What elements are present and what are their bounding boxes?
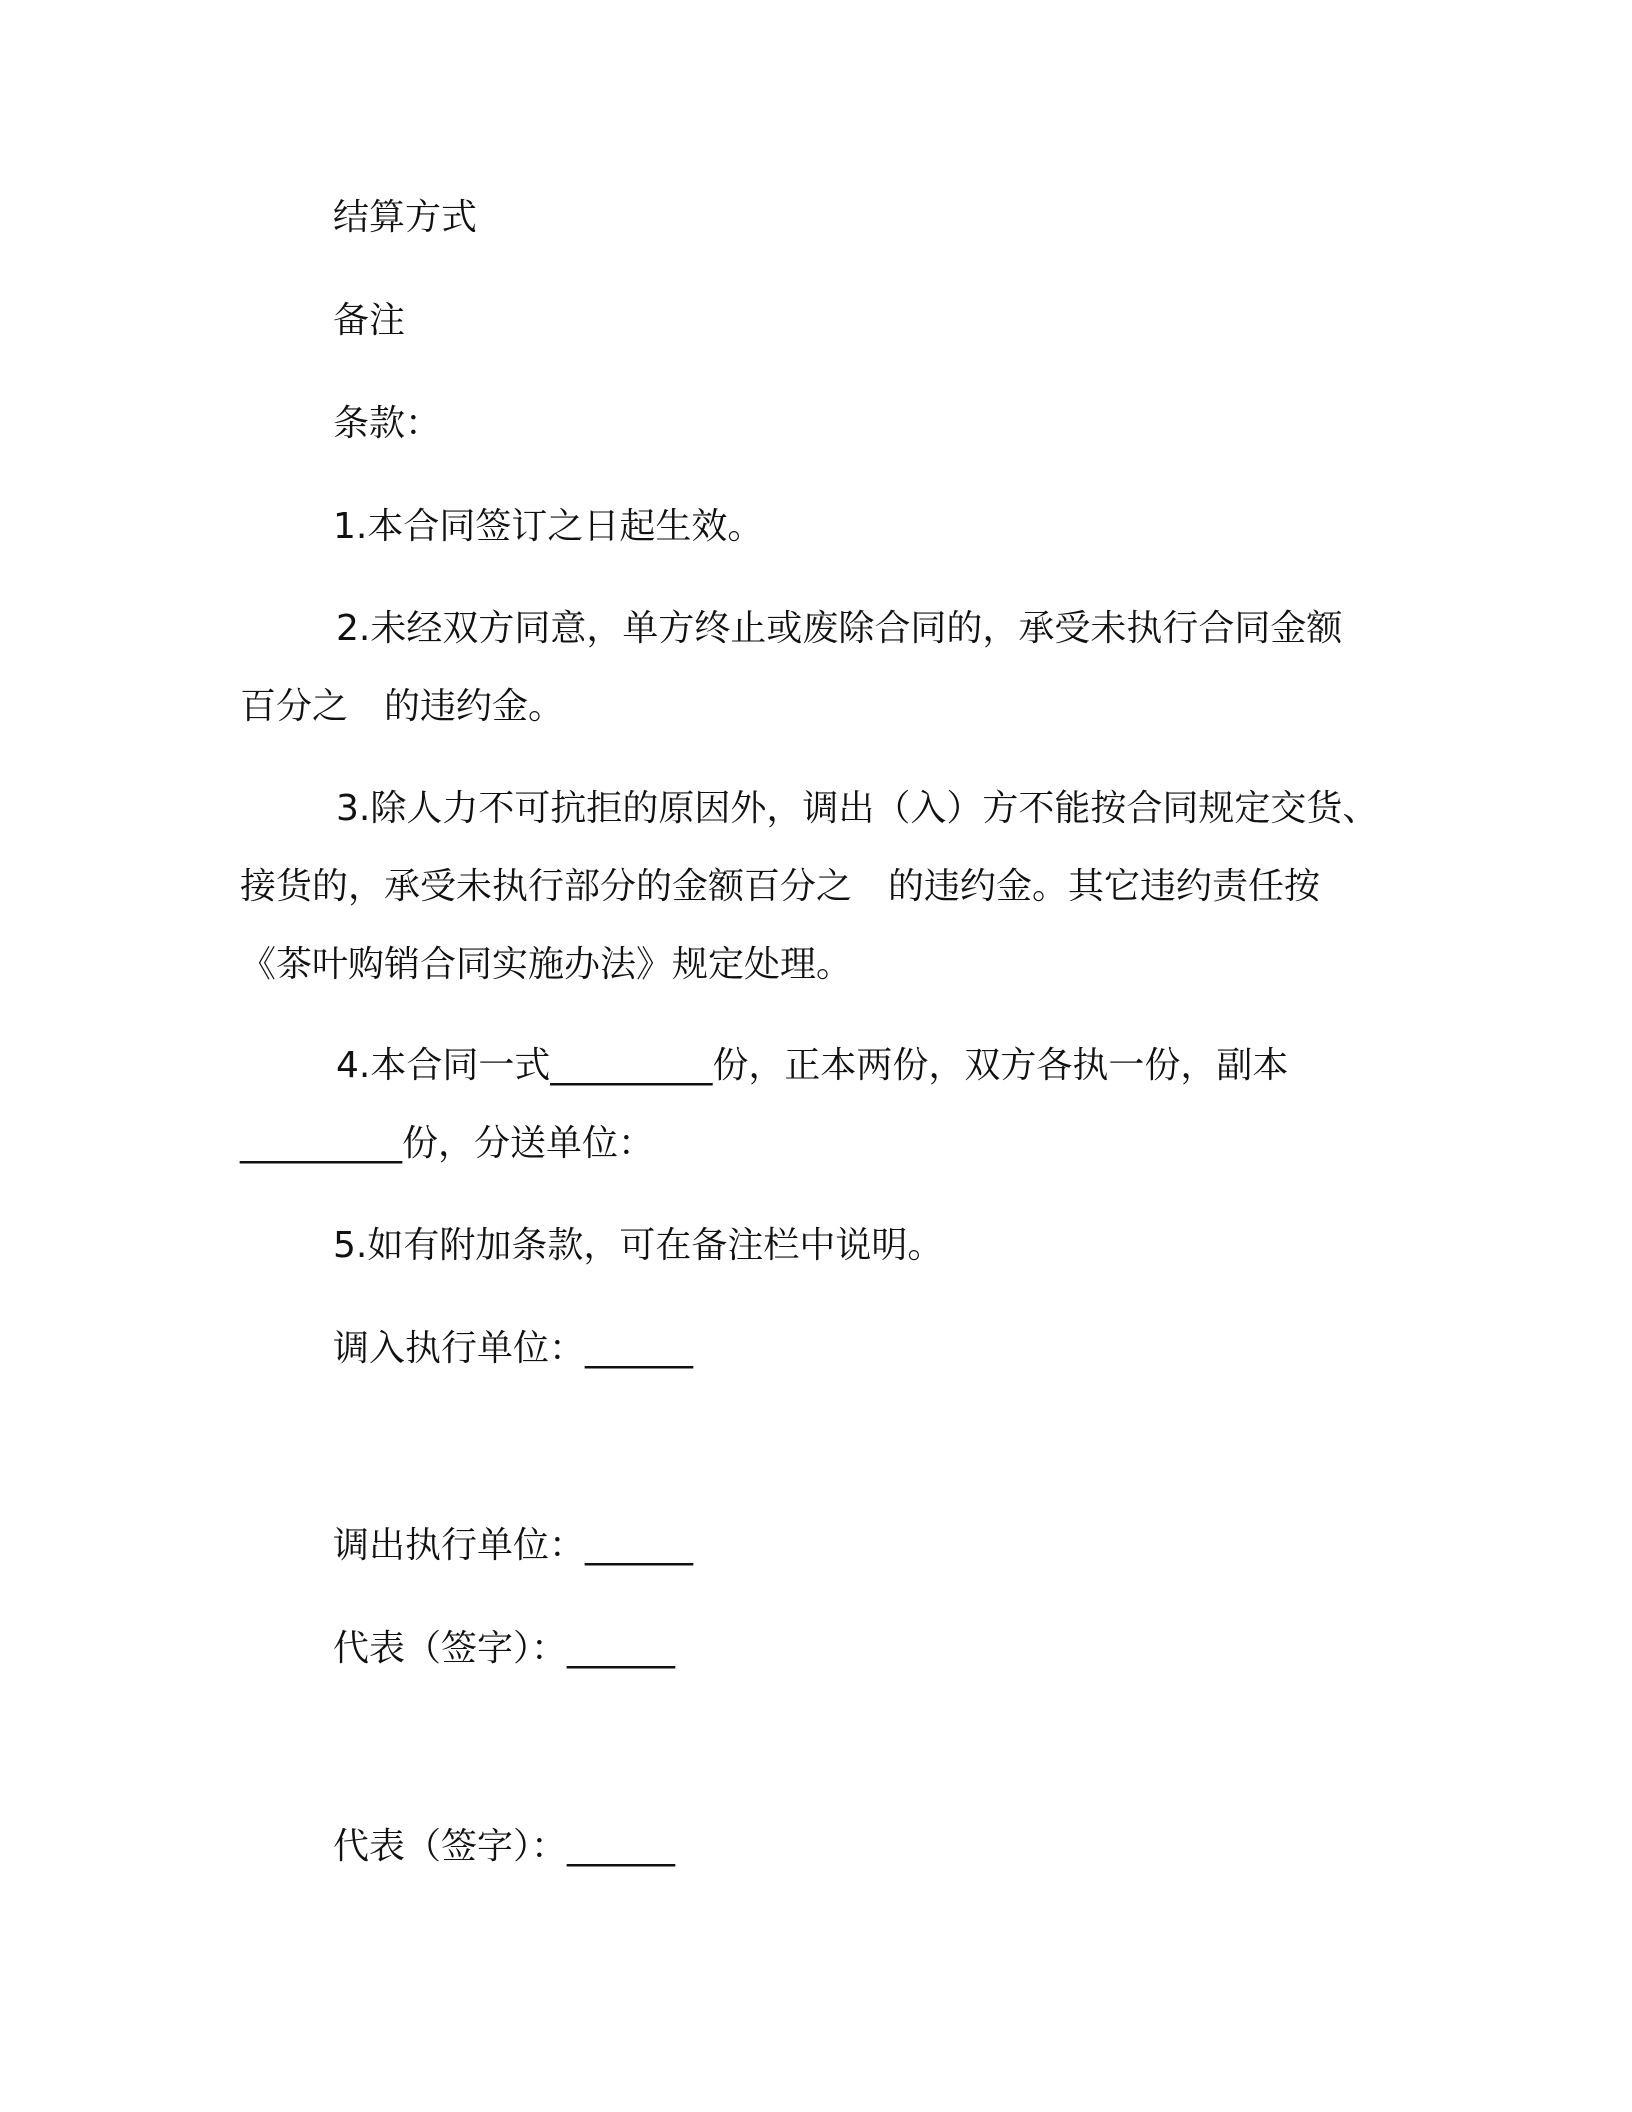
representative-signature-1: 代表（签字）：______ (333, 1628, 676, 1669)
clause-1: 1.本合同签订之日起生效。 (333, 506, 764, 547)
clause-3-line-2: 接货的，承受未执行部分的金额百分之 的违约金。其它违约责任按 (240, 866, 1321, 907)
representative-signature-2: 代表（签字）：______ (333, 1826, 676, 1867)
clause-5: 5.如有附加条款，可在备注栏中说明。 (333, 1225, 944, 1266)
import-unit-field: 调入执行单位：______ (333, 1328, 694, 1369)
remarks-heading: 备注 (333, 300, 406, 341)
clause-4-line-1: 4.本合同一式_________份，正本两份，双方各执一份，副本 (336, 1045, 1289, 1086)
clause-4 (240, 1027, 1390, 1183)
clause-2 (240, 590, 1390, 746)
clause-3-line-3: 《茶叶购销合同实施办法》规定处理。 (240, 944, 853, 985)
settlement-method-heading: 结算方式 (333, 197, 478, 238)
export-unit-field: 调出执行单位：______ (333, 1525, 694, 1566)
clause-2-line-2: 百分之 的违约金。 (240, 686, 565, 727)
clause-3 (240, 770, 1390, 1004)
terms-heading: 条款： (333, 403, 442, 444)
clause-3-line-1: 3.除人力不可抗拒的原因外，调出（入）方不能按合同规定交货、 (336, 788, 1379, 829)
clause-4-line-2: _________份，分送单位： (240, 1123, 655, 1164)
clause-2-line-1: 2.未经双方同意，单方终止或废除合同的，承受未执行合同金额 (336, 608, 1343, 649)
